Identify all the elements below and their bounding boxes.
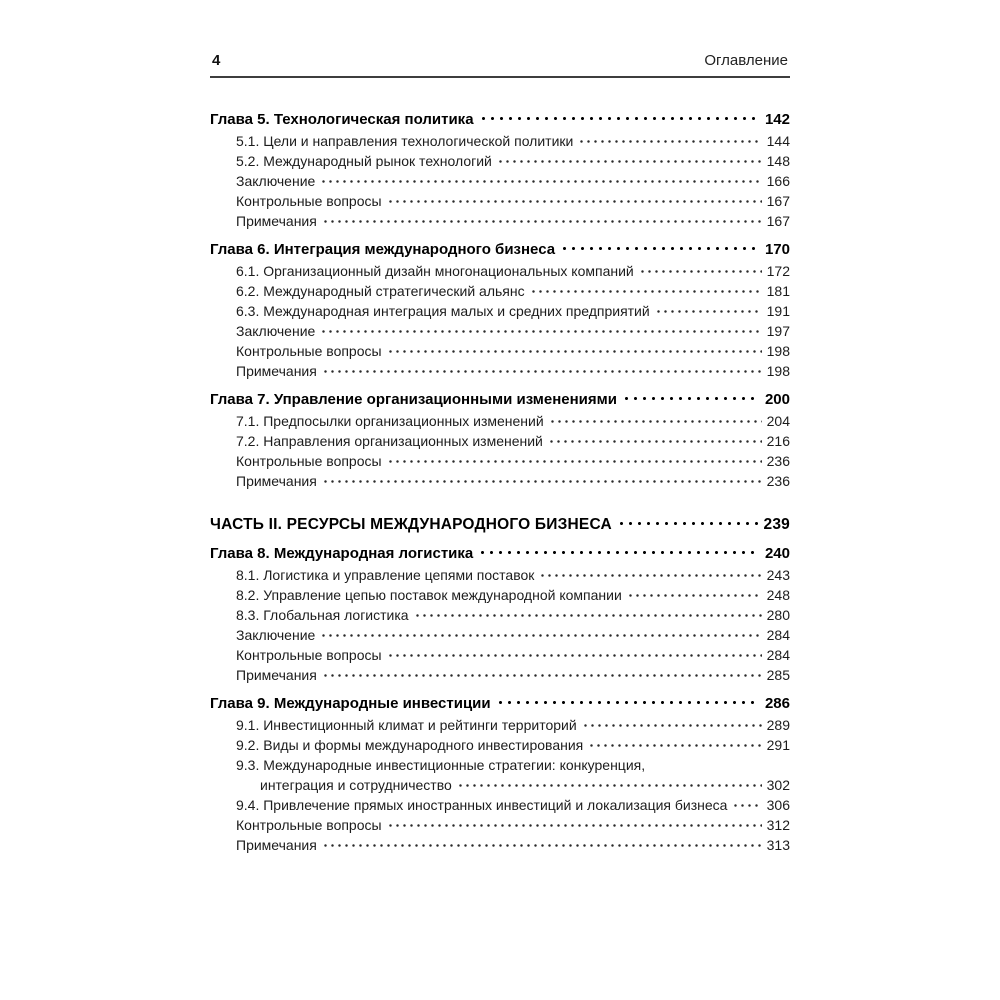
dot-leader <box>320 173 761 186</box>
toc-entry-page: 191 <box>766 303 790 319</box>
toc-entry-title: Глава 7. Управление организационными изменениями <box>210 391 617 408</box>
document-page <box>210 52 790 855</box>
dot-leader <box>387 817 762 830</box>
toc-entry <box>210 605 790 625</box>
toc-entry-title: 7.1. Предпосылки организационных изменений <box>236 413 544 429</box>
dot-leader <box>457 777 762 790</box>
dot-leader <box>639 263 762 276</box>
dot-leader <box>387 453 762 466</box>
toc-entry-title: 9.4. Привлечение прямых иностранных инвестиций и локализация бизнеса <box>236 797 728 813</box>
toc-entry <box>210 471 790 491</box>
toc-entry-page: 170 <box>764 241 790 258</box>
dot-leader <box>560 241 760 254</box>
toc-entry <box>210 775 790 795</box>
toc-entry-page: 236 <box>766 453 790 469</box>
dot-leader <box>548 433 762 446</box>
toc-entry <box>210 321 790 341</box>
toc-entry-title: 8.1. Логистика и управление цепями поставок <box>236 567 535 583</box>
toc-entry-title: ЧАСТЬ II. РЕСУРСЫ МЕЖДУНАРОДНОГО БИЗНЕСА <box>210 516 612 533</box>
dot-leader <box>322 667 762 680</box>
toc-entry-page: 166 <box>766 173 790 189</box>
toc-entry <box>210 645 790 665</box>
toc-entry <box>210 815 790 835</box>
toc-entry <box>210 261 790 281</box>
toc-entry <box>210 835 790 855</box>
dot-leader <box>414 607 762 620</box>
dot-leader <box>320 627 761 640</box>
header-title: Оглавление <box>704 52 788 69</box>
toc-entry-title: 5.1. Цели и направления технологической политики <box>236 133 574 149</box>
dot-leader <box>387 647 762 660</box>
toc-entry <box>210 565 790 585</box>
toc-entry-title: 6.3. Международная интеграция малых и средних предприятий <box>236 303 650 319</box>
dot-leader <box>622 391 760 404</box>
toc-entry <box>210 585 790 605</box>
toc-entry-page: 200 <box>764 391 790 408</box>
dot-leader <box>497 153 762 166</box>
toc-entry-title: Контрольные вопросы <box>236 193 382 209</box>
dot-leader <box>549 413 762 426</box>
header-rule <box>210 76 790 78</box>
toc-entry <box>210 191 790 211</box>
toc-entry-title: Глава 5. Технологическая политика <box>210 111 474 128</box>
toc-entry-page: 291 <box>766 737 790 753</box>
toc-entry-page: 204 <box>766 413 790 429</box>
toc-entry-title: Глава 8. Международная логистика <box>210 545 474 562</box>
toc-entry-title: 9.2. Виды и формы международного инвестирования <box>236 737 584 753</box>
toc-entry-page: 280 <box>766 607 790 623</box>
toc-entry-page: 181 <box>766 283 790 299</box>
toc-entry <box>210 390 790 410</box>
toc-entry-title: 6.2. Международный стратегический альянс <box>236 283 525 299</box>
toc-entry-title: 7.2. Направления организационных изменений <box>236 433 543 449</box>
toc-entry-page: 148 <box>766 153 790 169</box>
toc-entry <box>210 110 790 130</box>
dot-leader <box>530 283 762 296</box>
toc-entry <box>210 795 790 815</box>
toc-entry-page: 306 <box>766 797 790 813</box>
toc-entry-page: 284 <box>766 627 790 643</box>
toc-entry-page: 302 <box>766 777 790 793</box>
dot-leader <box>732 797 761 810</box>
toc-entry-page: 248 <box>766 587 790 603</box>
toc-entry-title: 8.3. Глобальная логистика <box>236 607 409 623</box>
toc-entry <box>210 431 790 451</box>
toc-entry-page: 285 <box>766 667 790 683</box>
toc-entry-title: интеграция и сотрудничество <box>260 777 452 793</box>
toc-entry <box>210 755 790 775</box>
toc-entry-title: Заключение <box>236 173 316 189</box>
toc-entry <box>210 544 790 564</box>
dot-leader <box>578 133 761 146</box>
running-head <box>210 52 790 69</box>
toc-entry-title: Контрольные вопросы <box>236 453 382 469</box>
dot-leader <box>478 545 760 558</box>
page-number-header: 4 <box>212 52 221 69</box>
toc-entry-page: 142 <box>764 111 790 128</box>
toc-entry-page: 239 <box>763 516 790 533</box>
toc-entry-page: 198 <box>766 343 790 359</box>
dot-leader <box>479 111 760 124</box>
dot-leader <box>617 516 759 529</box>
dot-leader <box>539 567 761 580</box>
toc-entry-title: Глава 6. Интеграция международного бизнеса <box>210 241 556 258</box>
toc-entry <box>210 361 790 381</box>
toc-entry-page: 236 <box>766 473 790 489</box>
dot-leader <box>322 213 762 226</box>
toc-entry <box>210 151 790 171</box>
dot-leader <box>496 695 760 708</box>
toc-entry-page: 144 <box>766 133 790 149</box>
toc-entry-title: 5.2. Международный рынок технологий <box>236 153 492 169</box>
toc-entry-title: Примечания <box>236 363 317 379</box>
dot-leader <box>320 323 761 336</box>
dot-leader <box>322 837 762 850</box>
toc-entry-page: 167 <box>766 193 790 209</box>
toc-entry <box>210 411 790 431</box>
toc-entry <box>210 451 790 471</box>
toc-entry-title: 8.2. Управление цепью поставок международной компании <box>236 587 622 603</box>
dot-leader <box>387 193 762 206</box>
toc-entry-title: Контрольные вопросы <box>236 817 382 833</box>
toc-entry-title: Контрольные вопросы <box>236 647 382 663</box>
toc-entry <box>210 131 790 151</box>
toc-entry <box>210 240 790 260</box>
toc-entry-page: 312 <box>766 817 790 833</box>
toc-entry-page: 313 <box>766 837 790 853</box>
toc-entry-page: 286 <box>764 695 790 712</box>
toc-entry <box>210 341 790 361</box>
toc-entry-page: 240 <box>764 545 790 562</box>
toc-entry-title: 9.1. Инвестиционный климат и рейтинги территорий <box>236 717 577 733</box>
toc-entry <box>210 171 790 191</box>
toc-entry <box>210 665 790 685</box>
toc-entry-title: Примечания <box>236 213 317 229</box>
toc-entry-page: 198 <box>766 363 790 379</box>
dot-leader <box>627 587 762 600</box>
toc-entry-title: Заключение <box>236 323 316 339</box>
toc-entry-title: Контрольные вопросы <box>236 343 382 359</box>
toc-entry <box>210 211 790 231</box>
dot-leader <box>322 473 762 486</box>
toc-entry-page: 243 <box>766 567 790 583</box>
toc-entry <box>210 625 790 645</box>
toc-entry <box>210 515 790 535</box>
dot-leader <box>588 737 761 750</box>
toc-entry-title: 9.3. Международные инвестиционные стратегии: конкуренция, <box>236 757 646 773</box>
dot-leader <box>387 343 762 356</box>
toc-entry-page: 284 <box>766 647 790 663</box>
toc-list <box>210 110 790 855</box>
toc-entry-title: Примечания <box>236 837 317 853</box>
toc-entry-page: 216 <box>766 433 790 449</box>
toc-entry <box>210 694 790 714</box>
toc-entry <box>210 715 790 735</box>
toc-entry-title: Примечания <box>236 473 317 489</box>
toc-entry-title: Примечания <box>236 667 317 683</box>
dot-leader <box>582 717 762 730</box>
dot-leader <box>322 363 762 376</box>
dot-leader <box>655 303 762 316</box>
toc-entry-page: 197 <box>766 323 790 339</box>
toc-entry <box>210 735 790 755</box>
toc-entry <box>210 301 790 321</box>
toc-entry-page: 167 <box>766 213 790 229</box>
toc-entry-title: Глава 9. Международные инвестиции <box>210 695 491 712</box>
toc-entry-title: Заключение <box>236 627 316 643</box>
toc-entry <box>210 281 790 301</box>
toc-entry-page: 289 <box>766 717 790 733</box>
toc-entry-title: 6.1. Организационный дизайн многонациональных компаний <box>236 263 634 279</box>
toc-entry-page: 172 <box>766 263 790 279</box>
